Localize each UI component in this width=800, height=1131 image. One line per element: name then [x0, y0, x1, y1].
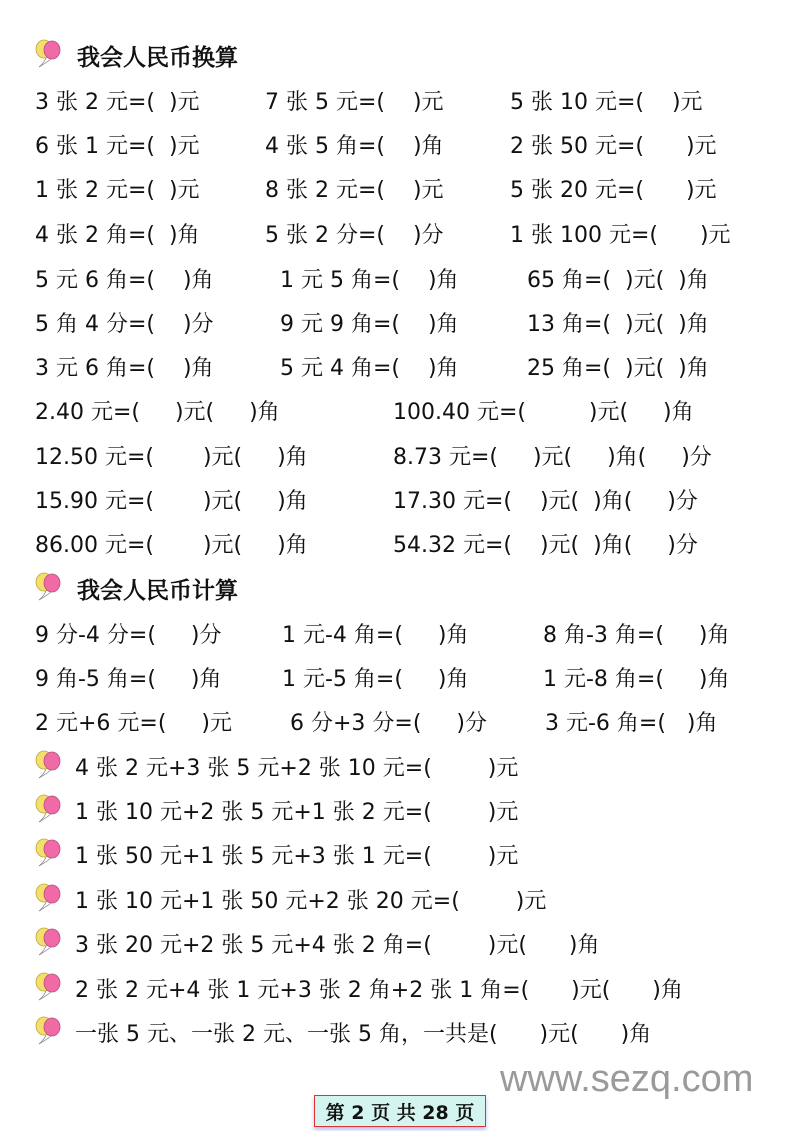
exercise: 8.73 元=( )元( )角( )分: [393, 445, 712, 470]
word-problem: 1 张 10 元+1 张 50 元+2 张 20 元=( )元: [75, 889, 547, 914]
balloon-icon: [34, 1015, 62, 1045]
exercise: 1 元-4 角=( )角: [282, 623, 469, 648]
exercise: 9 角-5 角=( )角: [35, 667, 222, 692]
exercise: 65 角=( )元( )角: [527, 268, 709, 293]
word-problem: 1 张 10 元+2 张 5 元+1 张 2 元=( )元: [75, 800, 519, 825]
exercise: 4 张 2 角=( )角: [35, 223, 200, 248]
exercise: 8 张 2 元=( )元: [265, 178, 444, 203]
exercise: 5 张 2 分=( )分: [265, 223, 444, 248]
word-problem: 2 张 2 元+4 张 1 元+3 张 2 角+2 张 1 角=( )元( )角: [75, 978, 683, 1003]
exercise: 8 角-3 角=( )角: [543, 623, 730, 648]
exercise: 1 元-8 角=( )角: [543, 667, 730, 692]
exercise: 3 张 2 元=( )元: [35, 90, 200, 115]
balloon-icon: [34, 571, 62, 601]
exercise: 12.50 元=( )元( )角: [35, 445, 308, 470]
exercise: 9 元 9 角=( )角: [280, 312, 459, 337]
exercise: 6 张 1 元=( )元: [35, 134, 200, 159]
exercise: 5 角 4 分=( )分: [35, 312, 214, 337]
exercise: 25 角=( )元( )角: [527, 356, 709, 381]
word-problem: 1 张 50 元+1 张 5 元+3 张 1 元=( )元: [75, 844, 519, 869]
exercise: 5 张 10 元=( )元: [510, 90, 703, 115]
watermark: www.sezq.com: [500, 1058, 754, 1100]
exercise: 2 元+6 元=( )元: [35, 711, 232, 736]
exercise: 54.32 元=( )元( )角( )分: [393, 533, 698, 558]
exercise: 13 角=( )元( )角: [527, 312, 709, 337]
page-number-footer: 第 2 页 共 28 页: [314, 1095, 486, 1127]
exercise: 3 元-6 角=( )角: [545, 711, 718, 736]
exercise: 17.30 元=( )元( )角( )分: [393, 489, 698, 514]
balloon-icon: [34, 882, 62, 912]
balloon-icon: [34, 926, 62, 956]
exercise: 5 元 6 角=( )角: [35, 268, 214, 293]
balloon-icon: [34, 793, 62, 823]
section-title-calculation: 我会人民币计算: [77, 578, 238, 604]
word-problem: 3 张 20 元+2 张 5 元+4 张 2 角=( )元( )角: [75, 933, 600, 958]
balloon-icon: [34, 971, 62, 1001]
balloon-icon: [34, 749, 62, 779]
exercise: 2 张 50 元=( )元: [510, 134, 717, 159]
exercise: 3 元 6 角=( )角: [35, 356, 214, 381]
exercise: 9 分-4 分=( )分: [35, 623, 222, 648]
exercise: 5 张 20 元=( )元: [510, 178, 717, 203]
exercise: 2.40 元=( )元( )角: [35, 400, 280, 425]
exercise: 100.40 元=( )元( )角: [393, 400, 694, 425]
exercise: 7 张 5 元=( )元: [265, 90, 444, 115]
exercise: 1 元 5 角=( )角: [280, 268, 459, 293]
exercise: 6 分+3 分=( )分: [290, 711, 487, 736]
word-problem: 4 张 2 元+3 张 5 元+2 张 10 元=( )元: [75, 756, 519, 781]
exercise: 1 元-5 角=( )角: [282, 667, 469, 692]
exercise: 4 张 5 角=( )角: [265, 134, 444, 159]
exercise: 1 张 100 元=( )元: [510, 223, 731, 248]
balloon-icon: [34, 837, 62, 867]
section-title-conversion: 我会人民币换算: [77, 45, 238, 71]
exercise: 15.90 元=( )元( )角: [35, 489, 308, 514]
exercise: 86.00 元=( )元( )角: [35, 533, 308, 558]
balloon-icon: [34, 38, 62, 68]
word-problem: 一张 5 元、一张 2 元、一张 5 角，一共是( )元( )角: [75, 1022, 652, 1047]
exercise: 1 张 2 元=( )元: [35, 178, 200, 203]
exercise: 5 元 4 角=( )角: [280, 356, 459, 381]
